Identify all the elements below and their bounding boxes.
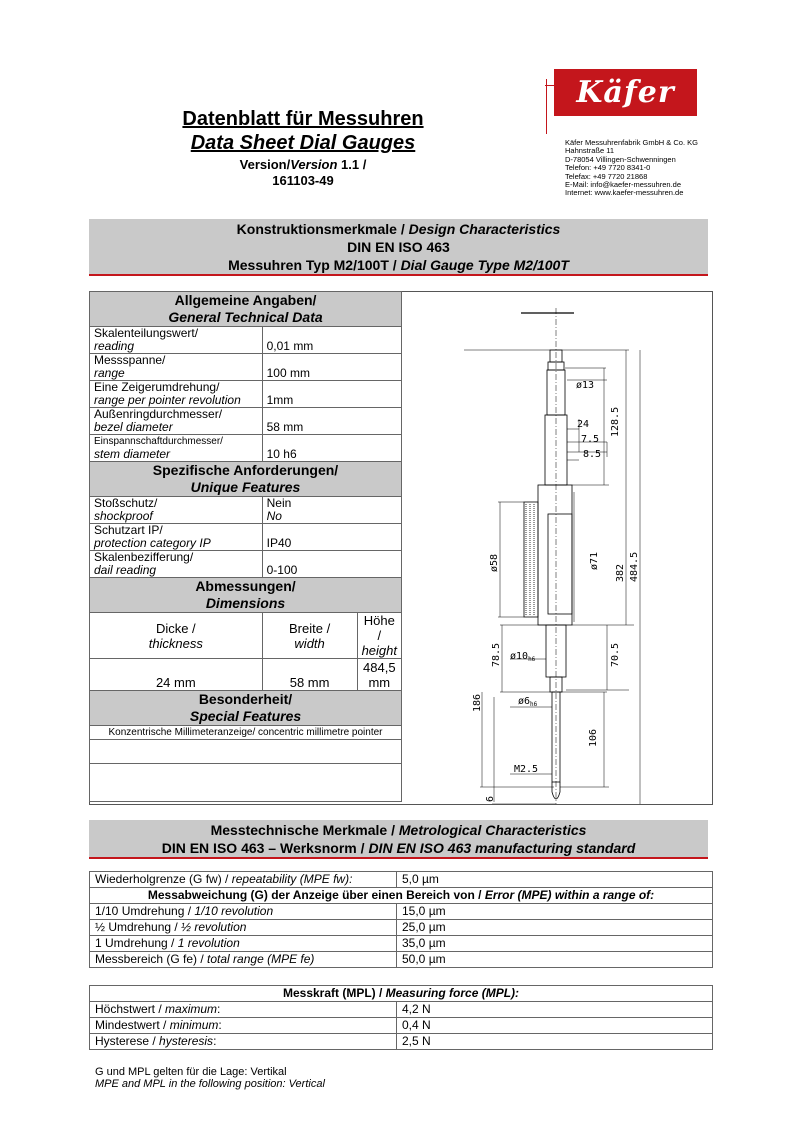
- force-label: [90, 1034, 397, 1050]
- title-german: Datenblatt für Messuhren: [182, 108, 424, 130]
- footer-line-de: G und MPL gelten für die Lage: Vertikal: [95, 1066, 287, 1078]
- label-en: 1/10 revolution: [194, 904, 274, 918]
- label-en: maximum: [165, 1002, 218, 1016]
- dim-value-width: 58 mm: [262, 659, 357, 691]
- label-en: protection category IP: [94, 536, 211, 550]
- dim-header-height: [357, 613, 401, 659]
- address-line: Telefon: +49 7720 8341-0: [565, 163, 651, 173]
- spec-value: 100 mm: [262, 354, 401, 381]
- metro-value: 25,0 µm: [397, 920, 713, 936]
- version-number: 1.1 /: [337, 157, 367, 172]
- dim-label: ø6: [518, 696, 531, 707]
- spec-value: 0-100: [262, 551, 401, 578]
- spec-value: 0,01 mm: [262, 327, 401, 354]
- banner-text: Metrological Characteristics: [398, 822, 587, 838]
- dim-label: 382: [615, 563, 626, 582]
- label-en: hysteresis: [159, 1034, 214, 1048]
- metro-label: [90, 920, 397, 936]
- dim-label: M2.5: [514, 764, 539, 775]
- banner-text: Dial Gauge Type M2/100T: [400, 257, 569, 273]
- spec-label: [90, 354, 263, 381]
- dim-label: 186: [472, 693, 483, 712]
- label-en: shockproof: [94, 509, 153, 523]
- label-de: ½ Umdrehung /: [95, 920, 182, 934]
- label-en: 1 revolution: [177, 936, 240, 950]
- dim-label-de: Dicke /: [155, 620, 196, 636]
- section-heading: Allgemeine Angaben/: [174, 292, 317, 308]
- label-de: Skalenbezifferung/: [94, 550, 194, 564]
- label-en: Error (MPE) within a range of:: [484, 888, 655, 902]
- section-heading: General Technical Data: [168, 309, 323, 325]
- label-de: Wiederholgrenze (G fw) /: [95, 872, 232, 886]
- address-line: E-Mail: info@kaefer-messuhren.de: [565, 180, 681, 190]
- metro-label: [90, 872, 397, 888]
- label-de: Eine Zeigerumdrehung/: [94, 380, 220, 394]
- force-heading: [90, 986, 713, 1002]
- address-line: Hahnstraße 11: [565, 146, 615, 156]
- section-heading: Besonderheit/: [198, 691, 293, 707]
- tolerance: h6: [530, 701, 538, 708]
- spec-label: [90, 524, 263, 551]
- label-de: Hysterese /: [95, 1034, 160, 1048]
- dim-label-en: thickness: [148, 635, 203, 651]
- dimensions-heading: [90, 578, 402, 613]
- company-logo: Käfer: [554, 69, 697, 116]
- address-line: Käfer Messuhrenfabrik GmbH & Co. KG: [565, 138, 698, 147]
- value-de: Nein: [266, 496, 292, 510]
- dim-label: 7.5: [581, 434, 600, 445]
- dim-label: 70.5: [610, 642, 621, 667]
- label-en: range per pointer revolution: [94, 393, 241, 407]
- spec-label: [90, 408, 263, 435]
- spec-value: 1mm: [262, 381, 401, 408]
- label-en: stem diameter: [94, 447, 171, 461]
- section-heading: Dimensions: [205, 595, 286, 611]
- special-heading: [90, 691, 402, 726]
- general-heading: [90, 292, 402, 327]
- label-de: Skalenteilungswert/: [94, 326, 199, 340]
- value-en: No: [266, 509, 282, 523]
- label-de: 1/10 Umdrehung /: [95, 904, 195, 918]
- metro-value: 15,0 µm: [397, 904, 713, 920]
- force-value: 4,2 N: [397, 1002, 713, 1018]
- dim-label: ø13: [576, 380, 595, 391]
- spec-value: [262, 497, 401, 524]
- spec-value: 10 h6: [262, 435, 401, 462]
- spec-label: [90, 327, 263, 354]
- spec-label: [90, 381, 263, 408]
- force-value: 0,4 N: [397, 1018, 713, 1034]
- dim-label-en: width: [294, 635, 325, 651]
- metrological-banner: [89, 820, 708, 858]
- dim-label-en: height: [361, 643, 397, 658]
- error-heading: [90, 888, 713, 904]
- colon: :: [217, 1002, 221, 1016]
- dim-label-de: Höhe /: [363, 613, 395, 643]
- dim-header-thickness: [90, 613, 263, 659]
- label-en: ½ revolution: [181, 920, 247, 934]
- dim-header-width: [262, 613, 357, 659]
- label-en: reading: [94, 339, 135, 353]
- metro-value: 35,0 µm: [397, 936, 713, 952]
- colon: :: [218, 1018, 222, 1032]
- force-table: [89, 985, 713, 1050]
- banner-text: Konstruktionsmerkmale /: [236, 221, 409, 237]
- title-english: Data Sheet Dial Gauges: [190, 132, 416, 154]
- dim-value-thickness: 24 mm: [90, 659, 263, 691]
- metro-label: [90, 904, 397, 920]
- label-en: dail reading: [94, 563, 157, 577]
- dim-label: 8.5: [583, 449, 602, 460]
- unique-heading: [90, 462, 402, 497]
- dim-label: 106: [588, 728, 599, 747]
- metrology-table: [89, 871, 713, 968]
- label-de: Messkraft (MPL) /: [282, 986, 386, 1000]
- label-de: 1 Umdrehung /: [95, 936, 178, 950]
- label-de: Einspannschaftdurchmesser/: [94, 436, 223, 447]
- section-heading: Unique Features: [190, 479, 301, 495]
- spec-value: IP40: [262, 524, 401, 551]
- banner-text: Design Characteristics: [408, 221, 561, 237]
- label-en: Measuring force (MPL):: [385, 986, 520, 1000]
- dim-label: 6: [485, 795, 496, 802]
- address-line: Internet: www.kaefer-messuhren.de: [565, 188, 684, 198]
- force-value: 2,5 N: [397, 1034, 713, 1050]
- section-heading: Spezifische Anforderungen/: [152, 462, 339, 478]
- spec-table: [89, 291, 402, 802]
- dim-value-height: 484,5 mm: [357, 659, 401, 691]
- empty-row: [90, 764, 402, 802]
- address-line: Telefax: +49 7720 21868: [565, 171, 648, 181]
- label-en: minimum: [169, 1018, 219, 1032]
- design-characteristics-banner: [89, 219, 708, 275]
- banner-text: DIN EN ISO 463 manufacturing standard: [368, 840, 636, 856]
- label-en: total range (MPE fe): [207, 952, 315, 966]
- gauge-body: [538, 485, 572, 625]
- banner-text: DIN EN ISO 463 – Werksnorm /: [161, 840, 369, 856]
- version-label-en: Version: [290, 157, 338, 172]
- dim-label: ø71: [589, 551, 600, 570]
- version-label-de: Version/: [239, 157, 291, 172]
- spec-label: [90, 551, 263, 578]
- section-heading: Abmessungen/: [195, 578, 296, 594]
- red-divider: [89, 857, 708, 859]
- banner-text: Messuhren Typ M2/100T /: [228, 257, 401, 273]
- dim-label: ø58: [489, 553, 500, 572]
- special-feature-text: Konzentrische Millimeteranzeige/ concentric millimetre pointer: [90, 726, 402, 740]
- banner-standard: DIN EN ISO 463: [347, 239, 450, 255]
- label-de: Messspanne/: [94, 353, 166, 367]
- label-en: bezel diameter: [94, 420, 173, 434]
- body-face: [548, 514, 572, 614]
- dim-label: 128.5: [610, 406, 621, 437]
- version-line: [172, 157, 434, 172]
- metro-label: [90, 952, 397, 968]
- spec-label: [90, 497, 263, 524]
- colon: :: [213, 1034, 217, 1048]
- footer-line-en: MPE and MPL in the following position: Vertical: [95, 1078, 325, 1090]
- label-de: Stoßschutz/: [94, 496, 158, 510]
- label-en: range: [94, 366, 125, 380]
- footer-note: [95, 1066, 325, 1090]
- tolerance: h6: [528, 656, 536, 663]
- logo-decoration: [546, 79, 547, 134]
- section-heading: Special Features: [189, 708, 302, 724]
- label-de: Außenringdurchmesser/: [94, 407, 223, 421]
- company-address: [565, 139, 698, 198]
- bezel-knurl: [524, 502, 538, 617]
- metro-value: 50,0 µm: [397, 952, 713, 968]
- document-code: 161103-49: [272, 173, 334, 188]
- label-de: Messbereich (G fe) /: [95, 952, 208, 966]
- empty-row: [90, 740, 402, 764]
- spec-label: [90, 435, 263, 462]
- banner-text: Messtechnische Merkmale /: [210, 822, 399, 838]
- metro-value: 5,0 µm: [397, 872, 713, 888]
- dim-label: 24: [577, 419, 590, 430]
- force-label: [90, 1002, 397, 1018]
- force-label: [90, 1018, 397, 1034]
- technical-drawing: [404, 292, 712, 804]
- dim-label: [510, 651, 536, 663]
- dim-label: ø10: [510, 651, 529, 662]
- label-de: Mindestwert /: [95, 1018, 170, 1032]
- dim-label: [518, 696, 538, 708]
- dim-label: 78.5: [491, 642, 502, 667]
- dim-label-de: Breite /: [289, 620, 331, 636]
- metro-label: [90, 936, 397, 952]
- label-de: Messabweichung (G) der Anzeige über einen Bereich von /: [147, 888, 485, 902]
- label-en: repeatability (MPE fw):: [231, 872, 353, 886]
- dim-label: 484.5: [629, 551, 640, 582]
- label-de: Höchstwert /: [95, 1002, 166, 1016]
- spec-value: 58 mm: [262, 408, 401, 435]
- red-divider: [89, 274, 708, 276]
- address-line: D-78054 Villingen-Schwenningen: [565, 154, 676, 164]
- label-de: Schutzart IP/: [94, 523, 163, 537]
